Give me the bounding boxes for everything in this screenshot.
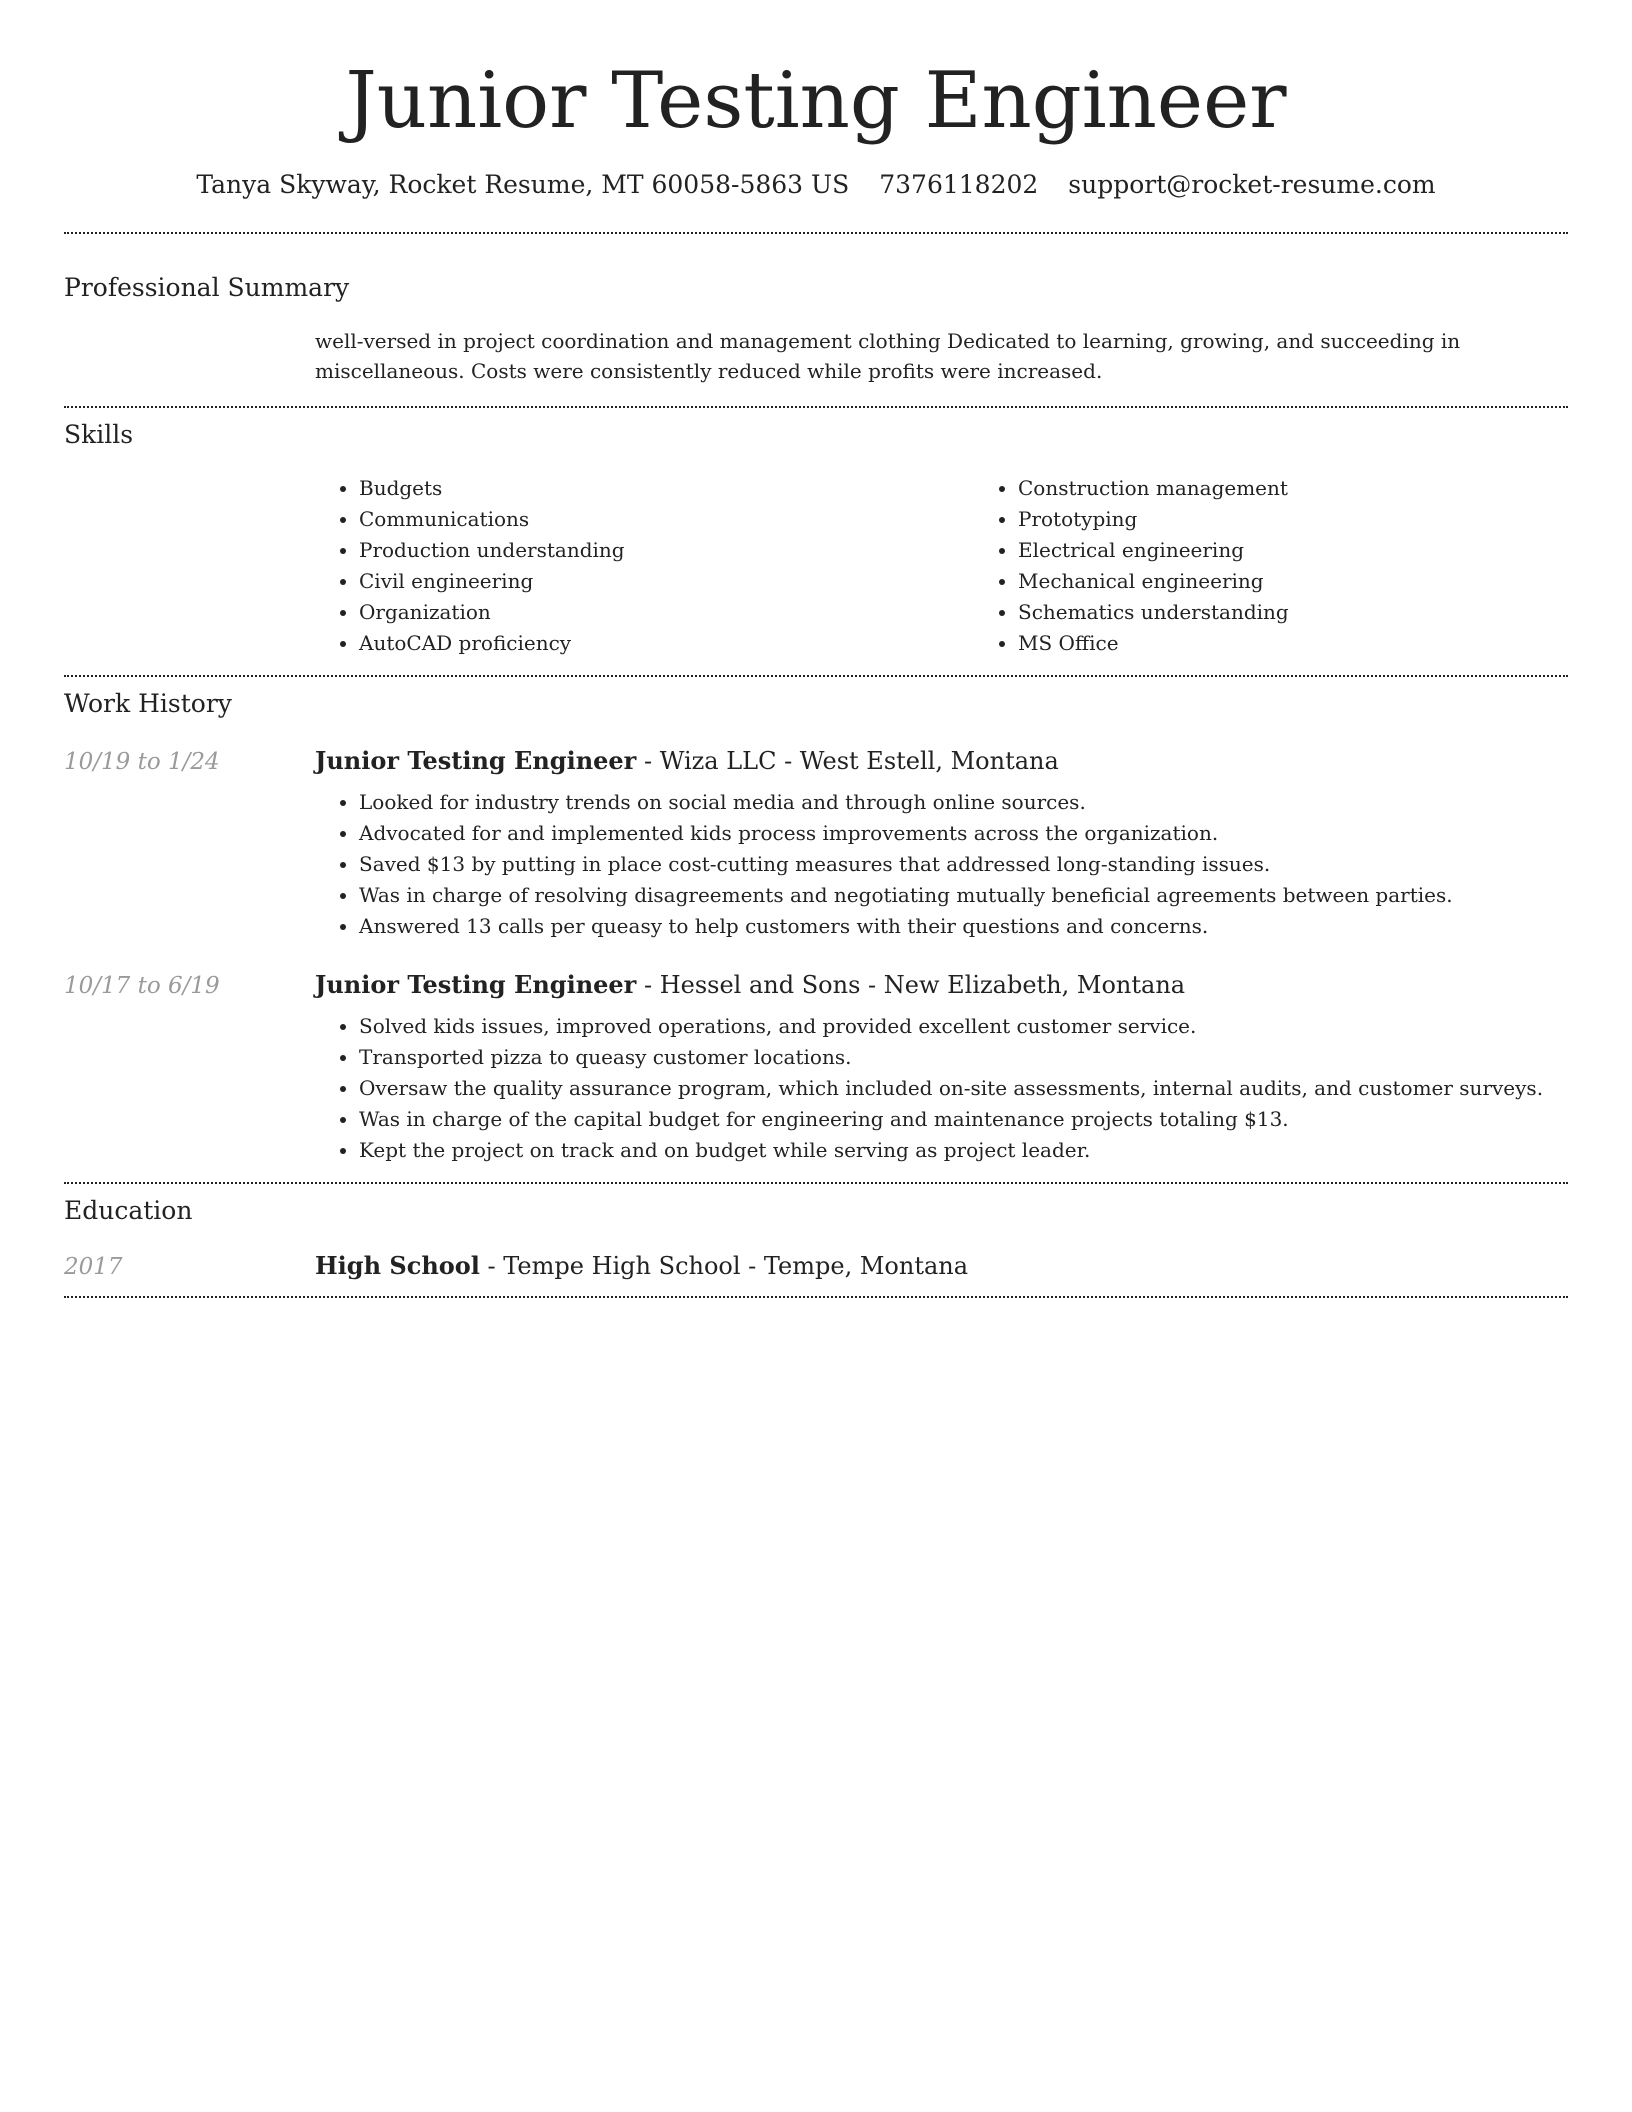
skills-list-right bbox=[974, 473, 1289, 659]
skill-item: • Organization bbox=[359, 597, 974, 628]
education-section bbox=[64, 1195, 1568, 1280]
skill-item: • Budgets bbox=[359, 473, 974, 504]
summary-section bbox=[64, 272, 1568, 386]
job-bullet: • Answered 13 calls per queasy to help customers with their questions and concerns. bbox=[359, 911, 1568, 942]
job-employer: - Hessel and Sons - New Elizabeth, Montana bbox=[636, 971, 1186, 999]
work-section bbox=[64, 688, 1568, 1166]
education-header bbox=[315, 1251, 968, 1280]
work-heading: Work History bbox=[64, 689, 232, 718]
skills-heading: Skills bbox=[64, 420, 134, 449]
education-school: - Tempe High School - Tempe, Montana bbox=[479, 1252, 969, 1280]
job-bullet: • Kept the project on track and on budget while serving as project leader. bbox=[359, 1135, 1568, 1166]
job-bullet: • Looked for industry trends on social media and through online sources. bbox=[359, 787, 1568, 818]
job-bullet: • Transported pizza to queasy customer locations. bbox=[359, 1042, 1568, 1073]
contact-phone: 7376118202 bbox=[879, 170, 1039, 199]
job-bullets bbox=[315, 787, 1568, 942]
divider bbox=[64, 232, 1568, 234]
job-bullets bbox=[315, 1011, 1568, 1166]
summary-text: well-versed in project coordination and management clothing Dedicated to learning, growing, and succeeding in miscellaneous. Costs were consistently reduced while profits were increased. bbox=[315, 329, 1461, 383]
job-role: Junior Testing Engineer bbox=[315, 970, 637, 999]
skills-section bbox=[64, 419, 1568, 659]
contact-email: support@rocket-resume.com bbox=[1068, 170, 1436, 199]
skill-item: • MS Office bbox=[1018, 628, 1289, 659]
skills-list-left bbox=[315, 473, 974, 659]
skill-item: • Communications bbox=[359, 504, 974, 535]
skill-item: • Civil engineering bbox=[359, 566, 974, 597]
contact-address: Tanya Skyway, Rocket Resume, MT 60058-5863 US bbox=[196, 170, 850, 199]
job-header bbox=[315, 970, 1185, 999]
divider bbox=[64, 1182, 1568, 1184]
resume-title: Junior Testing Engineer bbox=[345, 56, 1287, 146]
job-bullet: • Oversaw the quality assurance program, which included on-site assessments, internal audits, and customer surveys. bbox=[359, 1073, 1568, 1104]
summary-heading: Professional Summary bbox=[64, 273, 350, 302]
skill-item: • Prototyping bbox=[1018, 504, 1289, 535]
skill-item: • AutoCAD proficiency bbox=[359, 628, 974, 659]
contact-line bbox=[64, 168, 1568, 202]
job-entry bbox=[64, 970, 1568, 1166]
job-entry bbox=[64, 746, 1568, 942]
skill-item: • Electrical engineering bbox=[1018, 535, 1289, 566]
job-dates: 10/17 to 6/19 bbox=[64, 973, 220, 999]
education-heading: Education bbox=[64, 1196, 193, 1225]
divider bbox=[64, 406, 1568, 408]
job-role: Junior Testing Engineer bbox=[315, 746, 637, 775]
job-bullet: • Was in charge of the capital budget for engineering and maintenance projects totaling $13. bbox=[359, 1104, 1568, 1135]
job-dates: 10/19 to 1/24 bbox=[64, 749, 220, 775]
skill-item: • Production understanding bbox=[359, 535, 974, 566]
education-degree: High School bbox=[315, 1251, 480, 1280]
job-header bbox=[315, 746, 1059, 775]
job-bullet: • Saved $13 by putting in place cost-cutting measures that addressed long-standing issues. bbox=[359, 849, 1568, 880]
job-bullet: • Was in charge of resolving disagreements and negotiating mutually beneficial agreements between parties. bbox=[359, 880, 1568, 911]
job-bullet: • Solved kids issues, improved operations, and provided excellent customer service. bbox=[359, 1011, 1568, 1042]
skill-item: • Construction management bbox=[1018, 473, 1289, 504]
job-employer: - Wiza LLC - West Estell, Montana bbox=[636, 747, 1059, 775]
skill-item: • Mechanical engineering bbox=[1018, 566, 1289, 597]
divider bbox=[64, 1296, 1568, 1298]
skill-item: • Schematics understanding bbox=[1018, 597, 1289, 628]
job-bullet: • Advocated for and implemented kids process improvements across the organization. bbox=[359, 818, 1568, 849]
divider bbox=[64, 675, 1568, 677]
education-date: 2017 bbox=[64, 1254, 123, 1280]
resume-page bbox=[64, 0, 1568, 1298]
